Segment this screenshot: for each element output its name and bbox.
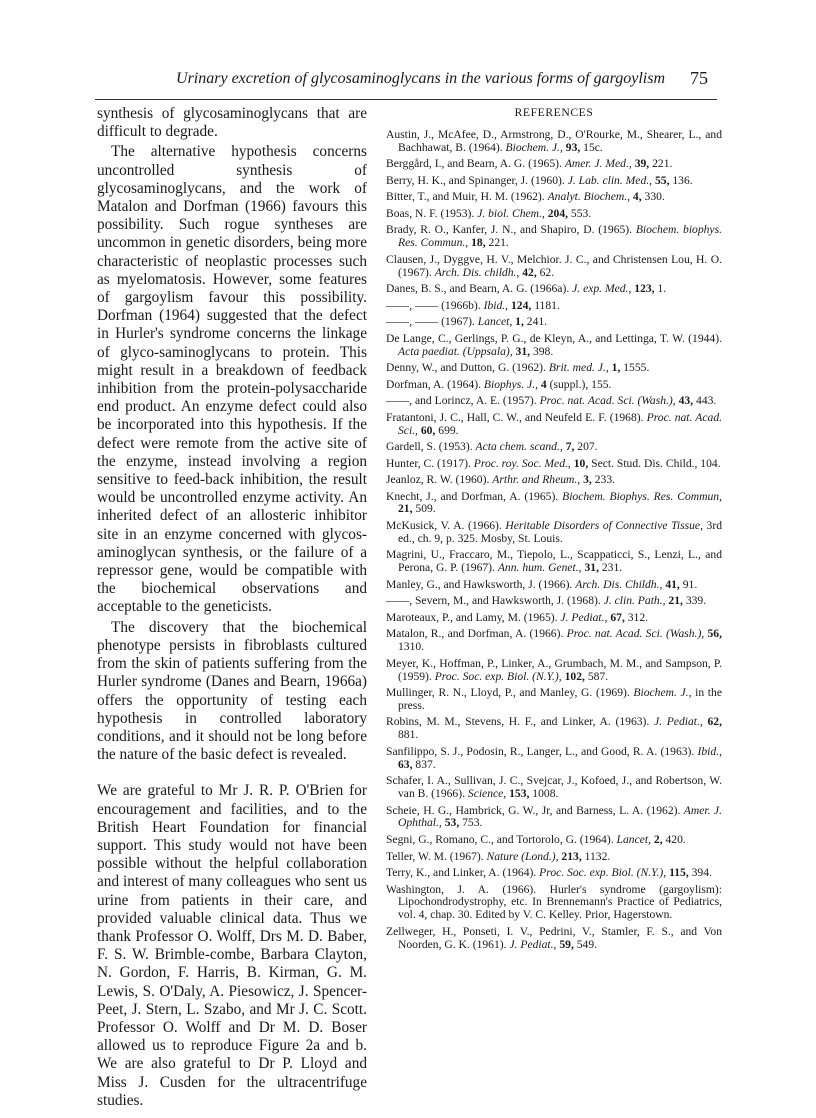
reference-item — [386, 687, 722, 713]
ref-journal: Nature (Lond.), — [486, 849, 559, 863]
ref-pages: 207. — [577, 440, 598, 454]
ref-authors: Dorfman, A. (1964). — [386, 377, 481, 391]
ref-journal: Amer. J. Ophthal., — [398, 803, 722, 830]
ref-volume: 67, — [610, 610, 625, 624]
body-paragraph: The alternative hypothesis concerns uncontrolled synthesis of glycosaminoglycans, and the work of Matalon and Dorfman (1966) favours this possibility. Such rogue syntheses are uncommon in genetic disorders, being more characteristic of neoplastic processes such as myelomatosis. However, some features of gargoylism favour this possibility. Dorfman (1964) suggested that the defect in Hurler's syndrome concerns the linkage of glyco-saminoglycans to protein. This might result in a breakdown of feedback inhibition from the protein-polysaccharide end product. An enzyme defect could also be incorporated into this hypothesis. If the defect were remote from the active site of the enzyme, instead involving a region sensitive to feed-back inhibition, the result would be uncontrolled enzyme activity. An inherited defect of an allosteric inhibitor site in an enzyme concerned with glycos-aminoglycan synthesis, or the failure of a repressor gene, would be compatible with the biochemical observations and acceptable to the geneticists. — [97, 143, 367, 616]
ref-volume: 39, — [634, 157, 650, 171]
ref-pages: 699. — [438, 423, 459, 437]
ref-pages: 221. — [652, 157, 673, 171]
ref-authors: Boas, N. F. (1953). — [386, 206, 475, 220]
ref-journal: Proc. Soc. exp. Biol. (N.Y.), — [434, 669, 562, 683]
ref-volume: 60, — [420, 423, 436, 437]
references-column — [386, 105, 722, 955]
reference-item — [386, 412, 722, 438]
ref-volume: 31, — [515, 344, 531, 358]
reference-item — [386, 175, 722, 188]
reference-item — [386, 191, 722, 204]
reference-item — [386, 746, 722, 772]
reference-list — [386, 129, 722, 952]
ref-journal: Biophys. J., — [483, 377, 538, 391]
ref-pages: 1. — [657, 282, 667, 296]
ref-authors: Robins, M. M., Stevens, H. F., and Linker, A. (1963). — [386, 715, 650, 729]
reference-item — [386, 716, 722, 742]
ref-journal: Proc. nat. Acad. Sci., — [398, 410, 723, 437]
reference-item — [386, 441, 722, 454]
ref-volume: 93, — [565, 140, 581, 154]
ref-journal: Lancet, — [477, 315, 513, 329]
ref-journal: Lancet, — [616, 832, 651, 846]
ref-pages: 549. — [576, 937, 598, 951]
ref-authors: Berggård, I., and Bearn, A. G. (1965). — [386, 157, 562, 171]
ref-volume: 4, — [632, 190, 642, 204]
ref-journal: Science, — [467, 787, 507, 801]
ref-pages: 62. — [539, 265, 555, 279]
ref-volume: 4 — [540, 377, 547, 391]
reference-item — [386, 805, 722, 831]
reference-item — [386, 316, 722, 329]
ref-journal: Brit. med. J., — [548, 361, 609, 375]
ref-authors: Scheie, H. G., Hambrick, G. W., Jr, and Barness, L. A. (1962). — [386, 803, 681, 817]
ref-pages: in the press. — [398, 686, 722, 712]
ref-volume: 213, — [561, 849, 582, 863]
reference-item — [386, 520, 722, 546]
ref-journal: J. biol. Chem., — [477, 206, 545, 220]
ref-authors: Jeanloz, R. W. (1960). — [386, 473, 490, 487]
ref-pages: 553. — [570, 206, 592, 220]
reference-item — [386, 579, 722, 592]
ref-pages: 753. — [462, 816, 483, 830]
ref-journal: J. Lab. clin. Med., — [567, 173, 653, 187]
ref-authors: ——, —— (1966b). — [386, 298, 481, 312]
ref-authors: Terry, K., and Linker, A. (1964). — [386, 866, 537, 880]
reference-item — [386, 775, 722, 801]
reference-item — [386, 834, 722, 847]
ref-journal: Ann. hum. Genet., — [497, 561, 582, 575]
ref-authors: Austin, J., McAfee, D., Armstrong, D., O'Rourke, M., Shearer, L., and Bachhawat, B. (1964). — [386, 127, 722, 154]
references-heading: REFERENCES — [514, 106, 594, 119]
ref-journal: Proc. roy. Soc. Med., — [473, 456, 571, 470]
ref-journal: J. clin. Path., — [603, 594, 666, 608]
body-paragraph: The discovery that the biochemical phenotype persists in fibroblasts cultured from the skin of patients suffering from the Hurler syndrome (Danes and Bearn, 1966a) offers the opportunity of testing each hypothesis in controlled laboratory conditions, and it should not be long before the nature of the basic defect is revealed. — [97, 618, 367, 764]
ref-authors: Denny, W., and Dutton, G. (1962). — [386, 361, 546, 375]
reference-item — [386, 595, 722, 608]
ref-authors: Teller, W. M. (1967). — [386, 849, 484, 863]
ref-volume: 42, — [522, 265, 537, 279]
ref-volume: 21, — [398, 502, 413, 516]
ref-volume: 123, — [634, 282, 655, 296]
ref-authors: ——, —— (1967). — [386, 315, 475, 329]
ref-pages: 1008. — [532, 787, 559, 801]
reference-item — [386, 458, 722, 471]
ref-authors: Zellweger, H., Ponseti, I. V., Pedrini, V., Stamler, F. S., and Von Noorden, G. K. (1961). — [386, 924, 722, 951]
ref-volume: 102, — [564, 669, 585, 683]
ref-pages: 312. — [627, 610, 649, 624]
ref-pages: 1310. — [398, 640, 425, 654]
reference-item — [386, 884, 722, 923]
ref-volume: 115, — [669, 866, 689, 880]
ref-journal: Acta paediat. (Uppsala), — [398, 344, 513, 358]
reference-item — [386, 867, 722, 880]
ref-authors: Bitter, T., and Muir, H. M. (1962). — [386, 190, 545, 204]
ref-journal: Acta chem. scand., — [475, 440, 563, 454]
ref-authors: Segni, G., Romano, C., and Tortorolo, G. (1964). — [386, 832, 614, 846]
reference-item — [386, 379, 722, 392]
ref-authors: Brady, R. O., Kanfer, J. N., and Shapiro, D. (1965). — [386, 223, 633, 237]
ref-volume: 56, — [707, 627, 722, 641]
ref-pages: 15c. — [583, 140, 603, 154]
page-number: 75 — [690, 68, 708, 88]
ref-journal: J. exp. Med., — [572, 282, 632, 296]
ref-journal: Biochem. J., — [505, 140, 563, 154]
ref-volume: 1, — [515, 315, 524, 329]
ref-pages: 231. — [601, 561, 623, 575]
reference-item — [386, 851, 722, 864]
ref-pages: 330. — [644, 190, 665, 204]
ref-journal: Arch. Dis. Childh., — [575, 577, 663, 591]
header-rule — [95, 99, 717, 100]
ref-journal: J. Pediat., — [654, 715, 703, 729]
ref-journal: J. Pediat., — [560, 610, 608, 624]
ref-journal: Biochem. Biophys. Res. Commun, — [562, 489, 722, 503]
ref-volume: 124, — [510, 298, 532, 312]
ref-authors: Mullinger, R. N., Lloyd, P., and Manley, G. (1969). — [386, 686, 630, 700]
ref-pages: 443. — [696, 394, 717, 408]
ref-authors: De Lange, C., Gerlings, P. G., de Kleyn, A., and Lettinga, T. W. (1944). — [386, 331, 722, 345]
ref-pages: 3rd ed., ch. 9, p. 325. Mosby, St. Louis. — [398, 519, 722, 545]
ref-journal: Ibid., — [697, 744, 722, 758]
ref-authors: McKusick, V. A. (1966). — [386, 519, 502, 532]
ref-volume: 7, — [565, 440, 575, 454]
ref-volume: 53, — [444, 816, 460, 830]
reference-item — [386, 474, 722, 487]
acknowledgement-paragraph: We are grateful to Mr J. R. P. O'Brien for encouragement and facilities, and to the British Heart Foundation for financial support. This study would not have been possible without the helpful collaboration and interest of many colleagues who sent us urine from patients in their care, and provided valuable clinical data. Thus we thank Professor O. Wolff, Drs M. D. Baber, F. S. W. Brimble-combe, Barbara Clayton, N. Gordon, F. Harris, B. Kirman, G. M. Lewis, S. O'Daly, A. Piesowicz, J. Spencer-Peet, J. Stern, L. Szabo, and Mr J. C. Scott. Professor O. Wolff and Dr M. D. Boser allowed us to reproduce Figure 2a and b. We are also grateful to Dr P. Lloyd and Miss J. Cusden for the ultracentrifuge studies. — [97, 782, 367, 1109]
ref-pages: 394. — [691, 866, 712, 880]
reference-item — [386, 549, 722, 575]
ref-authors: Meyer, K., Hoffman, P., Linker, A., Grumbach, M. M., and Sampson, P. (1959). — [386, 656, 722, 683]
ref-authors: Fratantoni, J. C., Hall, C. W., and Neufeld E. F. (1968). — [386, 410, 644, 424]
ref-authors: ——, and Lorincz, A. E. (1957). — [386, 394, 537, 408]
ref-volume: 18, — [471, 236, 486, 250]
ref-authors: Gardell, S. (1953). — [386, 440, 473, 454]
reference-item — [386, 491, 722, 517]
ref-authors: Manley, G., and Hawksworth, J. (1966). — [386, 577, 573, 591]
ref-volume: 1, — [611, 361, 621, 375]
reference-item — [386, 300, 722, 313]
ref-journal: Proc. nat. Acad. Sci. (Wash.), — [566, 627, 705, 641]
ref-pages: 398. — [532, 344, 554, 358]
ref-volume: 204, — [547, 206, 569, 220]
reference-item — [386, 926, 722, 952]
ref-pages: Sect. Stud. Dis. Child., 104. — [591, 456, 721, 470]
reference-item — [386, 224, 722, 250]
ref-pages: 509. — [415, 502, 436, 516]
reference-item — [386, 612, 722, 625]
ref-authors: Danes, B. S., and Bearn, A. G. (1966a). — [386, 282, 570, 296]
ref-volume: 62, — [707, 715, 722, 729]
ref-authors: ——, Severn, M., and Hawksworth, J. (1968). — [386, 594, 601, 608]
ref-pages: 233. — [594, 473, 616, 487]
ref-volume: 41, — [665, 577, 680, 591]
ref-pages: 221. — [488, 236, 509, 250]
ref-volume: 63, — [398, 757, 413, 771]
ref-volume: 21, — [668, 594, 683, 608]
ref-pages: 1132. — [584, 849, 611, 863]
ref-pages: 136. — [672, 173, 693, 187]
ref-journal: Arch. Dis. childh., — [434, 265, 520, 279]
ref-journal: Biochem. biophys. Res. Commun., — [398, 223, 722, 250]
reference-item — [386, 362, 722, 375]
ref-volume: 31, — [584, 561, 599, 575]
ref-authors: Washington, J. A. (1966). Hurler's syndrome (gargoylism): Lipochondrodystrophy, etc. In Brennemann's Practice of Pediatrics, vol. 4, chap. 30. Edited by V. C. Kelley. Prior, Hagerstown. — [386, 882, 722, 922]
ref-pages: (suppl.), 155. — [549, 377, 612, 391]
running-title: Urinary excretion of glycosaminoglycans in the various forms of gargoylism — [176, 70, 665, 87]
ref-authors: Sanfilippo, S. J., Podosin, R., Langer, L., and Good, R. A. (1963). — [386, 744, 695, 758]
ref-pages: 1555. — [623, 361, 650, 375]
reference-item — [386, 254, 722, 280]
ref-authors: Berry, H. K., and Spinanger, J. (1960). — [386, 173, 565, 187]
ref-journal: Proc. nat. Acad. Sci. (Wash.), — [539, 394, 676, 408]
ref-authors: Maroteaux, P., and Lamy, M. (1965). — [386, 610, 558, 624]
ref-volume: 10, — [573, 456, 589, 470]
ref-journal: Arthr. and Rheum., — [492, 473, 581, 487]
ref-journal: Analyt. Biochem., — [547, 190, 631, 204]
ref-volume: 153, — [509, 787, 530, 801]
ref-authors: Schafer, I. A., Sullivan, J. C., Svejcar, J., Kofoed, J., and Robertson, W. van B. (1966). — [386, 774, 722, 801]
ref-authors: Hunter, C. (1917). — [386, 456, 471, 470]
body-paragraph: synthesis of glycosaminoglycans that are difficult to degrade. — [97, 105, 367, 141]
ref-pages: 587. — [587, 669, 609, 683]
ref-pages: 837. — [415, 757, 436, 771]
ref-pages: 1181. — [534, 298, 560, 312]
ref-volume: 55, — [654, 173, 670, 187]
ref-volume: 43, — [678, 394, 694, 408]
ref-volume: 3, — [583, 473, 592, 487]
ref-volume: 59, — [559, 937, 574, 951]
ref-pages: 241. — [526, 315, 548, 329]
ref-journal: Heritable Disorders of Connective Tissue, — [505, 519, 703, 532]
ref-authors: Matalon, R., and Dorfman, A. (1966). — [386, 627, 564, 641]
reference-item — [386, 628, 722, 654]
body-text-column — [97, 105, 367, 1110]
ref-authors: Magrini, U., Fraccaro, M., Tiepolo, L., Scappaticci, S., Lenzi, L., and Perona, G. P. (1967). — [386, 548, 722, 575]
ref-pages: 420. — [665, 832, 686, 846]
ref-journal: Amer. J. Med., — [564, 157, 632, 171]
ref-journal: Ibid., — [483, 298, 509, 312]
reference-item — [386, 283, 722, 296]
reference-item — [386, 129, 722, 155]
ref-volume: 2, — [653, 832, 663, 846]
ref-journal: J. Pediat., — [509, 937, 557, 951]
ref-pages: 339. — [685, 594, 707, 608]
reference-item — [386, 208, 722, 221]
ref-journal: Proc. Soc. exp. Biol. (N.Y.), — [539, 866, 667, 880]
reference-item — [386, 658, 722, 684]
ref-pages: 881. — [398, 728, 419, 742]
reference-item — [386, 158, 722, 171]
ref-authors: Clausen, J., Dyggve, H. V., Melchior. J. C., and Christensen Lou, H. O. (1967). — [386, 252, 722, 279]
ref-authors: Knecht, J., and Dorfman, A. (1965). — [386, 489, 559, 503]
reference-item — [386, 333, 722, 359]
ref-journal: Biochem. J., — [633, 686, 692, 700]
reference-item — [386, 395, 722, 408]
ref-pages: 91. — [682, 577, 698, 591]
